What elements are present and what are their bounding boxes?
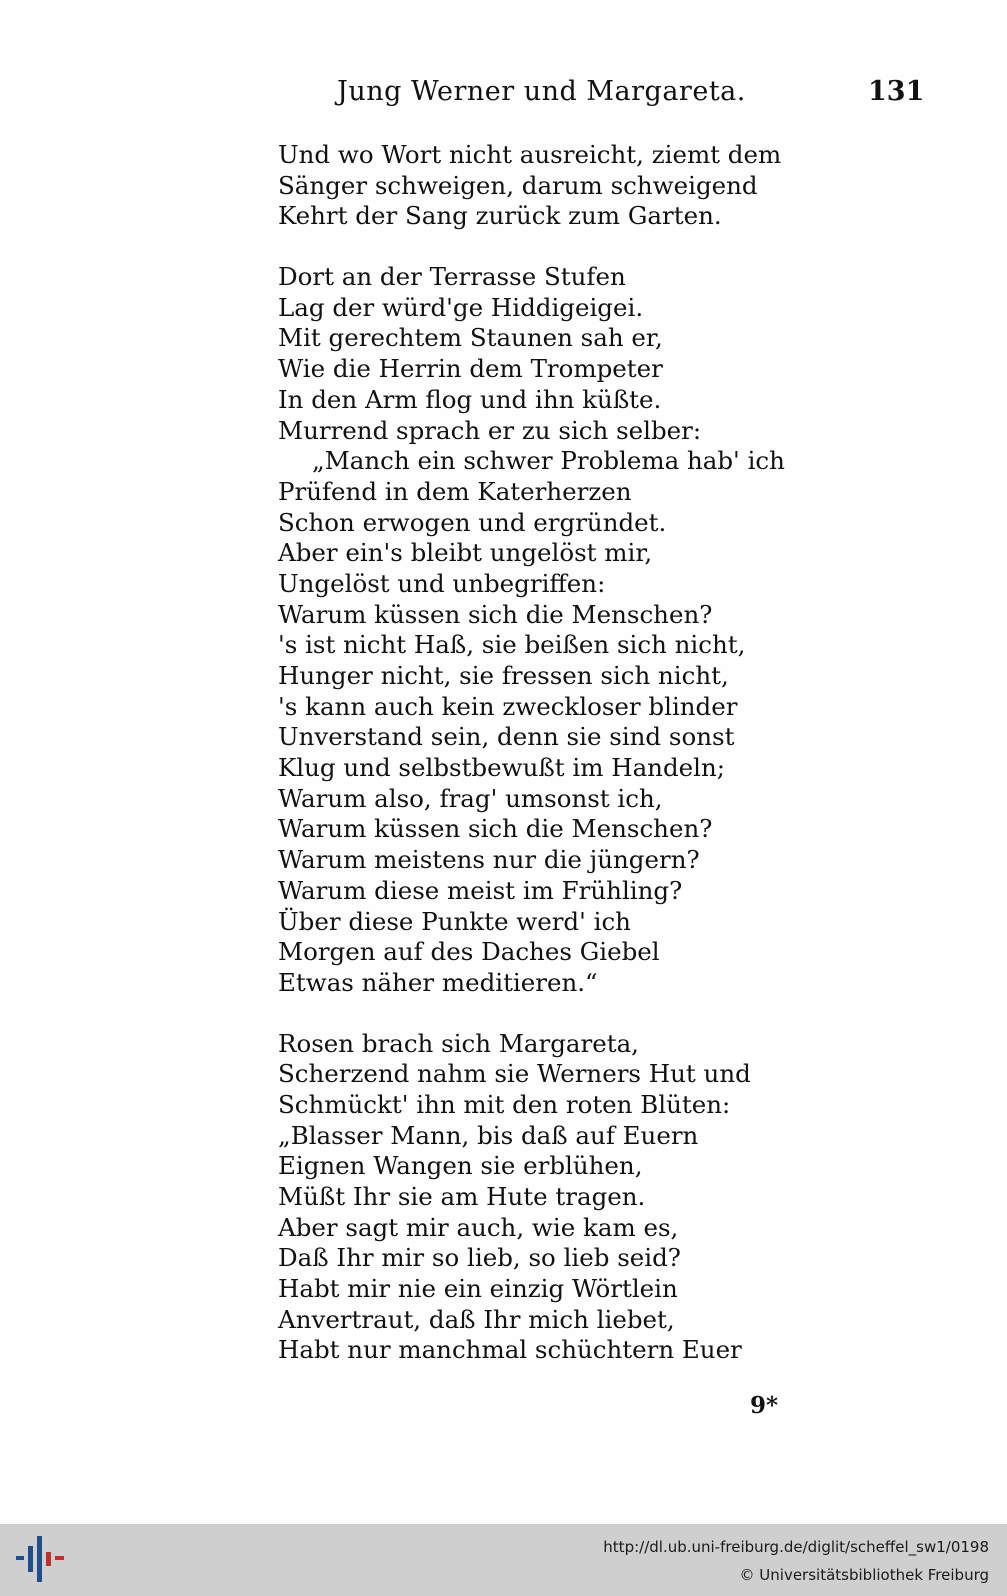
page-number: 131 — [868, 76, 925, 107]
stanza-1 — [278, 140, 838, 232]
verse-line: Warum küssen sich die Menschen? — [278, 814, 713, 844]
verse-line: Warum küssen sich die Menschen? — [278, 599, 713, 629]
verse-line: Dort an der Terrasse Stufen — [278, 262, 626, 292]
verse-line: Daß Ihr mir so lieb, so lieb seid? — [278, 1243, 681, 1273]
viewer-footer — [0, 1524, 1007, 1596]
verse-line: Habt nur manchmal schüchtern Euer — [278, 1335, 742, 1365]
verse-line: Scherzend nahm sie Werners Hut und — [278, 1059, 751, 1089]
verse-line: Prüfend in dem Katerherzen — [278, 476, 632, 506]
verse-line: Kehrt der Sang zurück zum Garten. — [278, 201, 722, 231]
verse-line: „Manch ein schwer Problema hab' ich — [312, 446, 785, 476]
verse-line: Habt mir nie ein einzig Wörtlein — [278, 1274, 678, 1304]
stanza-2 — [278, 262, 838, 999]
verse-line: Und wo Wort nicht ausreicht, ziemt dem — [278, 140, 782, 169]
verse-line: Anvertraut, daß Ihr mich liebet, — [278, 1304, 675, 1334]
ub-freiburg-logo-icon — [14, 1534, 66, 1586]
verse-line: Warum also, frag' umsonst ich, — [278, 783, 663, 813]
verse-line: Morgen auf des Daches Giebel — [278, 937, 660, 967]
verse-line: 's ist nicht Haß, sie beißen sich nicht, — [278, 630, 746, 660]
verse-line: Wie die Herrin dem Trompeter — [278, 354, 663, 384]
verse-line: Über diese Punkte werd' ich — [278, 906, 631, 936]
verse-line: Warum diese meist im Frühling? — [278, 875, 683, 905]
verse-line: Murrend sprach er zu sich selber: — [278, 415, 702, 445]
verse-line: Unverstand sein, denn sie sind sonst — [278, 722, 735, 752]
document-url-link[interactable]: http://dl.ub.uni-freiburg.de/diglit/scheffel_sw1/0198 — [603, 1538, 989, 1556]
verse-line: Rosen brach sich Margareta, — [278, 1028, 639, 1058]
verse-line: Schon erwogen und ergründet. — [278, 507, 667, 537]
poem-text — [278, 140, 838, 1396]
stanza-3 — [278, 1029, 838, 1367]
verse-line: Etwas näher meditieren.“ — [278, 967, 598, 997]
verse-line: In den Arm flog und ihn küßte. — [278, 384, 662, 414]
verse-line: Müßt Ihr sie am Hute tragen. — [278, 1182, 646, 1211]
verse-line: Hunger nicht, sie fressen sich nicht, — [278, 661, 729, 690]
verse-line: Aber ein's bleibt ungelöst mir, — [278, 538, 653, 568]
running-title: Jung Werner und Margareta. — [337, 76, 746, 107]
sheet-signature: 9* — [750, 1392, 779, 1419]
verse-line: Eignen Wangen sie erblühen, — [278, 1151, 643, 1181]
verse-line: Lag der würd'ge Hiddigeigei. — [278, 292, 644, 322]
verse-line: Warum meistens nur die jüngern? — [278, 845, 700, 875]
verse-line: „Blasser Mann, bis daß auf Euern — [278, 1120, 699, 1150]
verse-line: Mit gerechtem Staunen sah er, — [278, 323, 663, 353]
copyright-notice: © Universitätsbibliothek Freiburg — [739, 1566, 989, 1584]
verse-line: Schmückt' ihn mit den roten Blüten: — [278, 1089, 731, 1119]
verse-line: Aber sagt mir auch, wie kam es, — [278, 1212, 679, 1242]
verse-line: 's kann auch kein zweckloser blinder — [278, 691, 738, 721]
verse-line: Klug und selbstbewußt im Handeln; — [278, 753, 726, 783]
page-header — [0, 76, 1007, 116]
verse-line: Sänger schweigen, darum schweigend — [278, 170, 758, 200]
verse-line: Ungelöst und unbegriffen: — [278, 568, 606, 598]
